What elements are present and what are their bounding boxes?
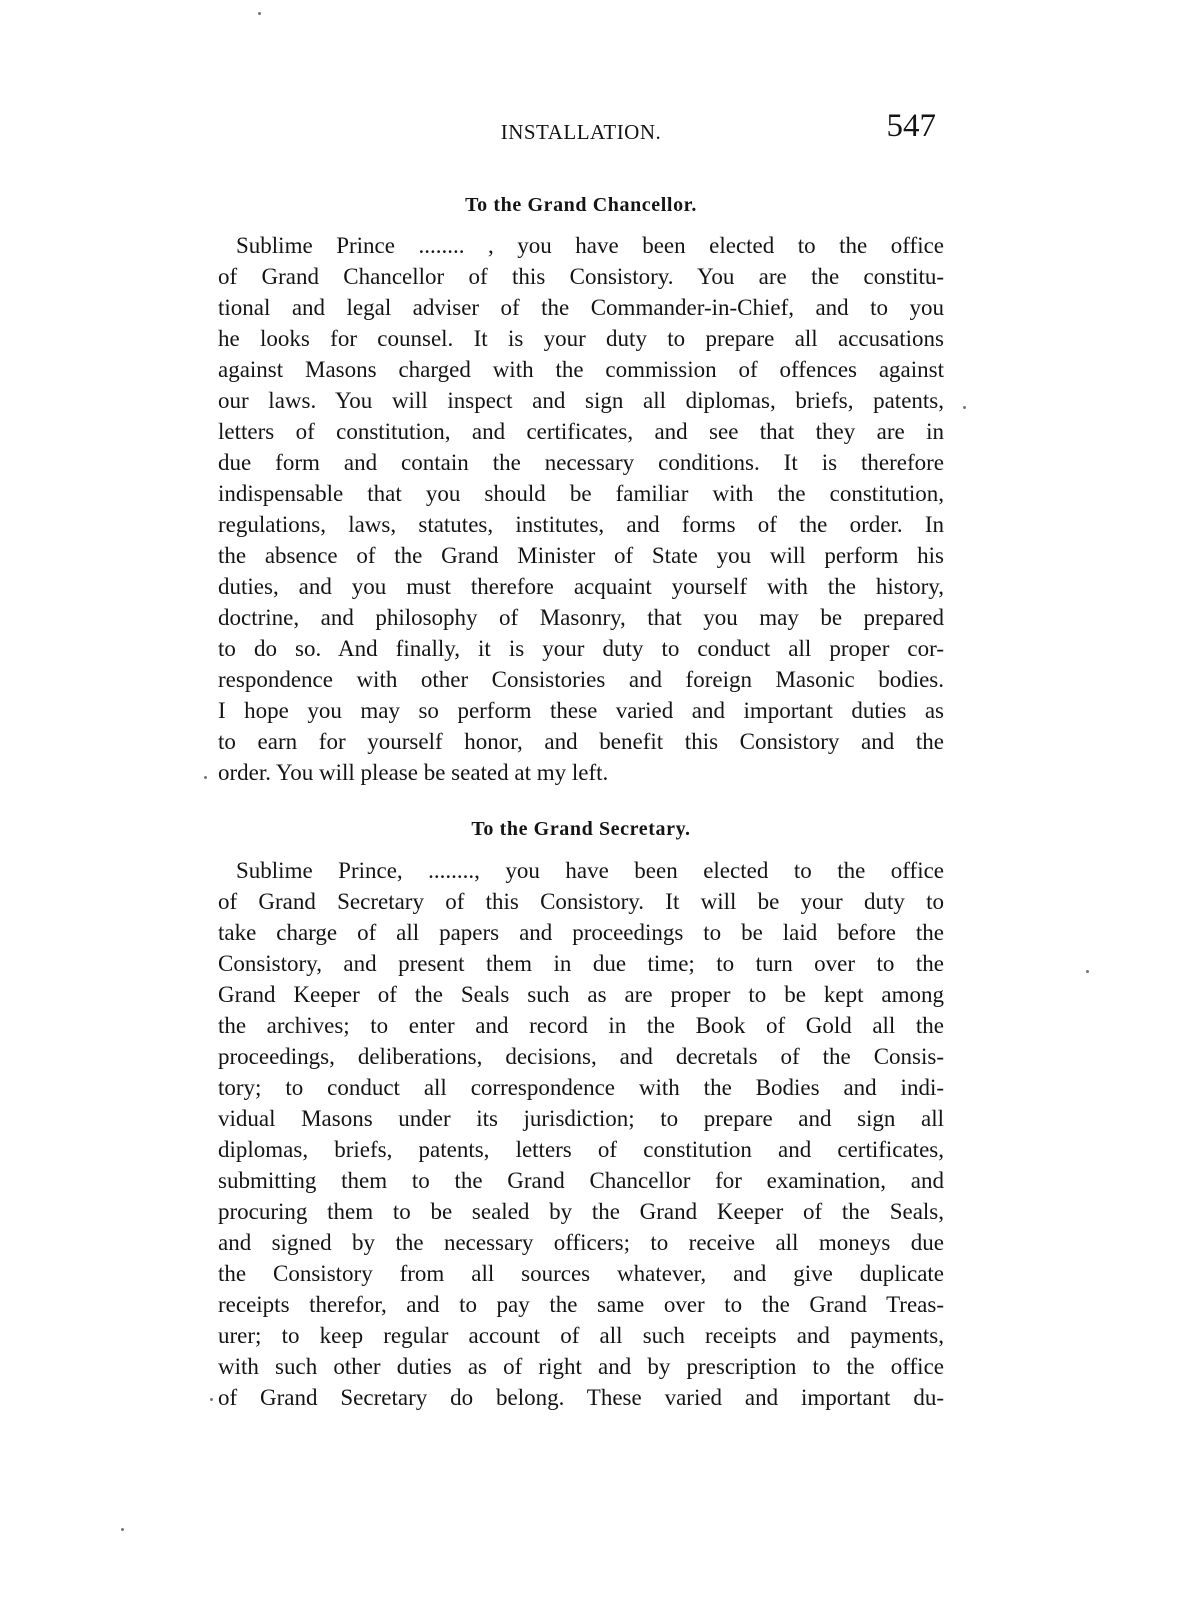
text-line: duties, and you must therefore acquaint yourself with the history, [218, 574, 944, 599]
text-line: to earn for yourself honor, and benefit this Consistory and the [218, 729, 944, 754]
page-number: 547 [886, 108, 936, 144]
text-line: Consistory, and present them in due time; to turn over to the [218, 951, 944, 976]
section-heading-grand-secretary: To the Grand Secretary. [471, 818, 691, 840]
scan-speck [204, 776, 207, 779]
paragraph-grand-secretary [218, 855, 944, 1413]
text-line: our laws. You will inspect and sign all diplomas, briefs, patents, [218, 388, 944, 413]
text-line: diplomas, briefs, patents, letters of constitution and certificates, [218, 1137, 944, 1162]
text-line: receipts therefor, and to pay the same over to the Grand Treas- [218, 1292, 944, 1317]
text-line: tory; to conduct all correspondence with the Bodies and indi- [218, 1075, 944, 1100]
text-line: submitting them to the Grand Chancellor for examination, and [218, 1168, 944, 1193]
scan-speck [963, 406, 966, 409]
text-line: proceedings, deliberations, decisions, and decretals of the Consis- [218, 1044, 944, 1069]
text-line: respondence with other Consistories and foreign Masonic bodies. [218, 667, 944, 692]
text-line: letters of constitution, and certificates, and see that they are in [218, 419, 944, 444]
text-line: urer; to keep regular account of all such receipts and payments, [218, 1323, 944, 1348]
text-line: the archives; to enter and record in the Book of Gold all the [218, 1013, 944, 1038]
text-line: indispensable that you should be familiar with the constitution, [218, 481, 944, 506]
text-line: of Grand Secretary do belong. These varied and important du- [218, 1385, 944, 1410]
text-line: Sublime Prince ........ , you have been elected to the office [236, 233, 944, 258]
text-line: take charge of all papers and proceedings to be laid before the [218, 920, 944, 945]
text-line: doctrine, and philosophy of Masonry, that you may be prepared [218, 605, 944, 630]
text-line: of Grand Secretary of this Consistory. It will be your duty to [218, 889, 944, 914]
text-line: Grand Keeper of the Seals such as are proper to be kept among [218, 982, 944, 1007]
paragraph-grand-chancellor [218, 230, 944, 788]
text-line: procuring them to be sealed by the Grand Keeper of the Seals, [218, 1199, 944, 1224]
text-line: the absence of the Grand Minister of State you will perform his [218, 543, 944, 568]
scan-speck [121, 1528, 124, 1531]
text-line: against Masons charged with the commission of offences against [218, 357, 944, 382]
text-line: due form and contain the necessary conditions. It is therefore [218, 450, 944, 475]
scan-speck [210, 1398, 213, 1401]
text-line: Sublime Prince, ........, you have been elected to the office [236, 858, 944, 883]
text-line: he looks for counsel. It is your duty to prepare all accusations [218, 326, 944, 351]
text-line: to do so. And finally, it is your duty to conduct all proper cor- [218, 636, 944, 661]
scan-speck [258, 12, 261, 15]
text-line: I hope you may so perform these varied and important duties as [218, 698, 944, 723]
section-heading-grand-chancellor: To the Grand Chancellor. [465, 194, 697, 216]
text-line: tional and legal adviser of the Commander-in-Chief, and to you [218, 295, 944, 320]
text-line: and signed by the necessary officers; to receive all moneys due [218, 1230, 944, 1255]
text-line: regulations, laws, statutes, institutes, and forms of the order. In [218, 512, 944, 537]
running-title: INSTALLATION. [500, 120, 662, 144]
text-line: order. You will please be seated at my left. [218, 760, 609, 785]
scan-speck [1086, 970, 1089, 973]
text-line: the Consistory from all sources whatever, and give duplicate [218, 1261, 944, 1286]
text-line: with such other duties as of right and by prescription to the office [218, 1354, 944, 1379]
text-line: of Grand Chancellor of this Consistory. You are the constitu- [218, 264, 944, 289]
running-head [218, 108, 944, 156]
text-line: vidual Masons under its jurisdiction; to prepare and sign all [218, 1106, 944, 1131]
